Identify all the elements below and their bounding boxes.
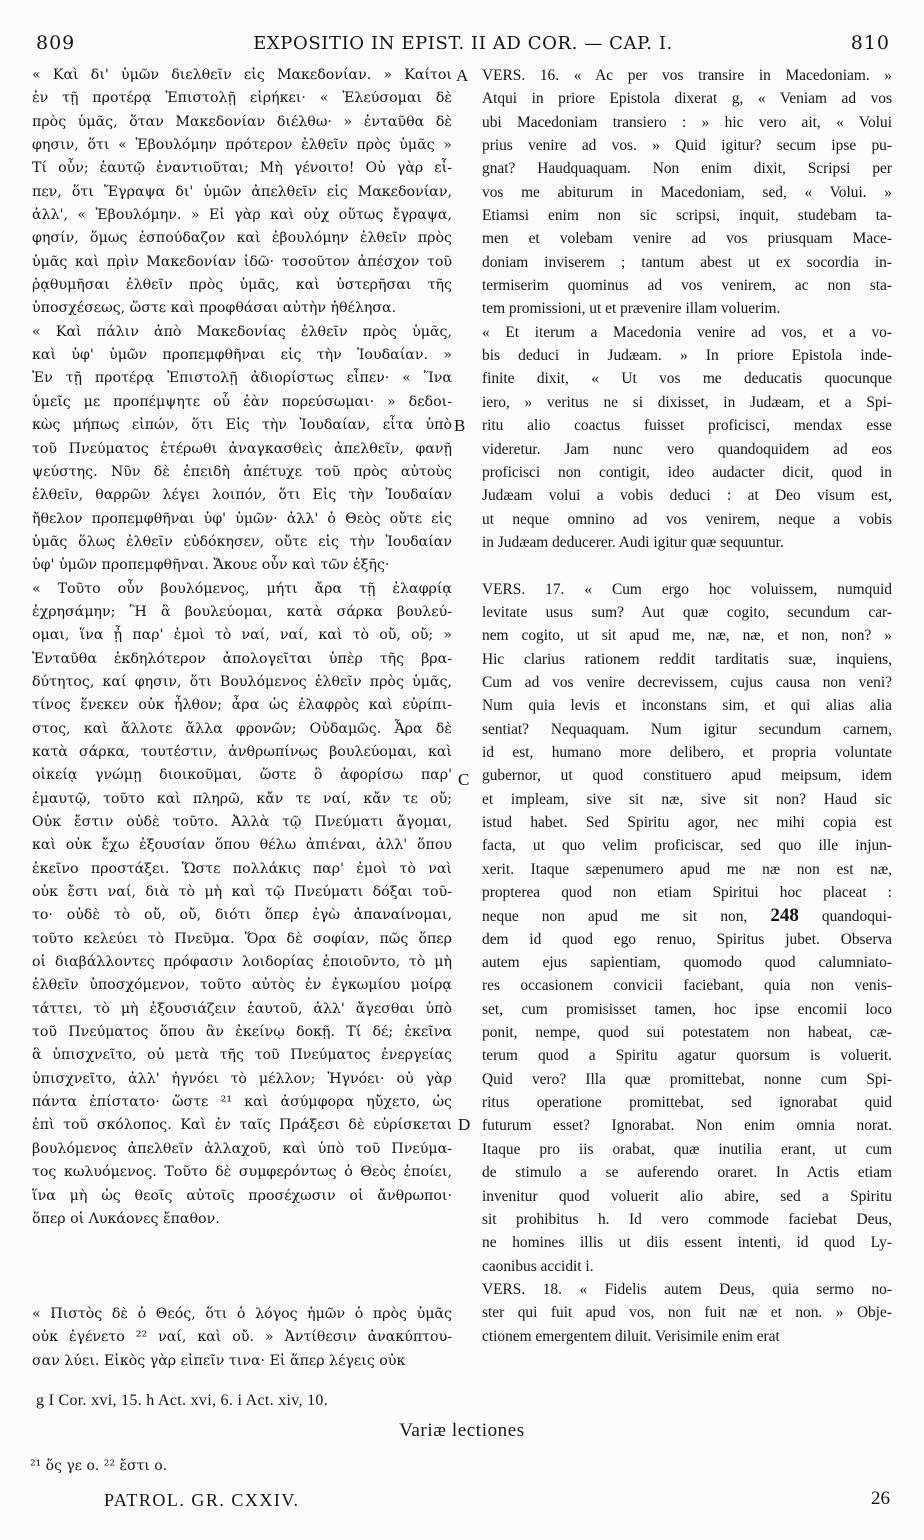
text-line: ὅπερ οἱ Λυκάονες ἔπαθον. — [32, 1210, 220, 1227]
text-line: ὑμᾶς καὶ πρὶν Μακεδονίαν ἰδῶ· τοσοῦτον ἀπέσχον τοῦ — [32, 253, 452, 270]
text-line: men et volebam venire ad vos priusquam Mace- — [482, 230, 892, 248]
text-line: τοῦ Πνεύματος ὅπου ἂν ἐκείνῳ δοκῇ. Τί δέ; ἐκεῖνα — [32, 1024, 452, 1041]
text-line: futurum esset? Ignorabat. Non enim omnia norat. — [482, 1117, 892, 1135]
text-line: propterea quod non etiam Spiritui hoc placeat : — [482, 884, 892, 902]
text-line: ubi Macedoniam transiero : » hic vero ait, « Volui — [482, 113, 892, 131]
text-line: iero, » veritus ne si dixisset, in Judæam, et a Spi- — [482, 393, 892, 411]
text-line: ponit, nempe, quod sui potestatem non habeat, cæ- — [482, 1024, 892, 1042]
text-line: Ἐν τῇ προτέρᾳ Ἐπιστολῇ ἀδιορίστως εἶπεν· « Ἵνα — [32, 370, 452, 387]
text-line: το· οὐδὲ τὸ οὔ, οὔ, διότι ὅπερ ἐγὼ ἀπαναίνομαι, — [32, 907, 452, 924]
text-line: gnat? Haudquaquam. Non enim dixit, Scripsi per — [482, 160, 892, 178]
text-line: Hic clarius rationem reddit tarditatis suæ, inquiens, — [482, 650, 892, 668]
text-line: ἐμαυτῷ, τοῦτο καὶ πληρῶ, κἄν τε ναί, κἄν τε οὔ; — [32, 790, 452, 807]
text-line: ἃ ὑπισχνεῖτο, οὐ μετὰ τῆς τοῦ Πνεύματος ἐνεργείας — [32, 1047, 452, 1064]
text-line: Οὐκ ἔστιν οὐδὲ τοῦτο. Ἀλλὰ τῷ Πνεύματι ἄγομαι, — [32, 814, 452, 830]
text-line: prius venire ad vos. » Quid igitur? secum ipse pu- — [482, 137, 892, 155]
text-line: levitate usus sum? Aut quæ cogito, secundum car- — [482, 603, 892, 621]
variae-lectiones: ²¹ ὅς γε ο. ²² ἔστι ο. — [30, 1458, 168, 1474]
text-line: ἤθελον προπεμφθῆναι ὑφ' ὑμῶν· ἀλλ' ὁ Θεὸς οὔτε εἰς — [32, 510, 452, 527]
text-line: ritu alio coactus fuisset proficisci, mendax esse — [482, 417, 892, 435]
text-line: ἐλθεῖν ὑποσχόμενον, τοῦτο αὐτὸς ἐν ἐγκωμίου μοίρᾳ — [32, 977, 452, 994]
footnotes: g I Cor. xvi, 15. h Act. xvi, 6. i Act. xiv, 10. — [36, 1392, 329, 1409]
text-line: ἐπὶ τοῦ σκόλοπος. Καὶ ἐν ταῖς Πράξεσι δὲ εὑρίσκεται — [32, 1117, 452, 1134]
text-line: σαν λύει. Εἰκὸς γὰρ εἰπεῖν τινα· Εἰ ἅπερ λέγεις οὐκ — [32, 1352, 406, 1369]
text-line: finite dixit, « Ut vos me deducatis quocunque — [482, 370, 892, 388]
text-line: τάττει, τὸ μὴ ἐξουσιάζειν ἑαυτοῦ, ἀλλ' ἄγεσθαι ὑπὸ — [32, 1000, 452, 1017]
text-line: ne homines illis ut diis essent intenti, id quod Ly- — [482, 1234, 892, 1252]
text-line: « Πιστὸς δὲ ὁ Θεός, ὅτι ὁ λόγος ἡμῶν ὁ πρὸς ὑμᾶς — [32, 1306, 452, 1322]
text-line: tem promissioni, ut et prævenire illam voluerim. — [482, 300, 781, 318]
page-number-right: 810 — [850, 32, 890, 54]
text-line: gubernor, ut quod constituero apud meipsum, idem — [482, 767, 892, 785]
variae-lectiones-heading: Variæ lectiones — [399, 1420, 525, 1441]
text-line: terum quod a Spiritu agatur quorsum is voluerit. — [482, 1047, 892, 1065]
text-line: invenitur quod voluerit alio abire, sed a Spiritu — [482, 1187, 892, 1205]
sheet-number: 26 — [871, 1488, 890, 1509]
text-line: ἐλθεῖν, θαρρῶν λέγει λοιπόν, ὅτι Εἰς τὴν Ἰουδαίαν — [32, 487, 452, 504]
text-line: ὑμεῖς με προπέμψητε οὗ ἐὰν πορεύσωμαι· » δεδοι- — [32, 393, 452, 410]
margin-marker-c: C — [458, 770, 470, 789]
text-line: ster qui fuit apud vos, non fuit næ et non. » Obje- — [482, 1304, 892, 1322]
text-line: Atqui in priore Epistola dixerat g, « Veniam ad vos — [482, 90, 892, 108]
text-line: set, cum promisisset tamen, hoc ipse encomii loco — [482, 1000, 892, 1018]
text-line: τίνος ἕνεκεν οὐκ ἦλθον; ἆρα ὡς ἐλαφρὸς καὶ εὐρίπι- — [32, 697, 452, 714]
text-line: πεν, ὅτι Ἔγραψα δι' ὑμῶν ἀπελθεῖν εἰς Μακεδονίαν, — [32, 183, 452, 200]
text-line: caonibus accidit i. — [482, 1257, 594, 1275]
text-line: « Καὶ δι' ὑμῶν διελθεῖν εἰς Μακεδονίαν. » Καίτοι — [32, 67, 452, 83]
text-line: VERS. 18. « Fidelis autem Deus, quia sermo no- — [482, 1280, 892, 1298]
text-line: ritus operatione promittebat, sed ignorabat quid — [482, 1094, 892, 1112]
text-line: ὑφ' ὑμῶν προπεμφθῆναι. Ἄκουε οὖν καὶ τῶν ἑξῆς· — [32, 557, 390, 574]
text-line: proficisci non contigit, ideo audacter dicit, quod in — [482, 463, 892, 481]
text-line: « Τοῦτο οὖν βουλόμενος, μήτι ἄρα τῇ ἐλαφρίᾳ — [32, 580, 452, 597]
greek-column-continuation — [32, 1303, 452, 1373]
text-line: de stimulo a se auferendo oraret. In Actis etiam — [482, 1164, 892, 1182]
text-line: autem ejus sapientiam, quomodo quod calumniato- — [482, 954, 892, 972]
running-title: EXPOSITIO IN EPIST. II AD COR. — CAP. I. — [253, 33, 673, 54]
text-line: ῥᾳθυμῆσαι ἐλθεῖν πρὸς ὑμᾶς, καὶ ὑστερῆσαι τῆς — [32, 277, 452, 294]
text-line: ψεύστης. Νῦν δὲ ἐπειδὴ ἀπέτυχε τοῦ πρὸς αὐτοὺς — [32, 463, 452, 480]
text-line: Etiamsi enim non sic scripsi, inquit, studebam ta- — [482, 207, 892, 225]
text-line: στος, καὶ ἄλλοτε ἄλλα φρονῶν; Οὐδαμῶς. Ἆρα δὲ — [32, 720, 452, 737]
text-line: ὑποσχέσεως, ὥστε καὶ προφθάσαι αὐτὴν ἠθέλησα. — [32, 300, 397, 317]
text-line: « Et iterum a Macedonia venire ad vos, et a vo- — [482, 323, 892, 341]
text-line: doniam inviserem ; tantum abest ut ex socordia in- — [482, 253, 892, 271]
latin-column — [482, 64, 892, 1348]
text-line: δύτητος, καί φησιν, ὅτι Βουλόμενος ἐλθεῖν πρὸς ὑμᾶς, — [32, 673, 452, 690]
text-line: κὼς μήπως εἰπών, ὅτι Εἰς τὴν Ἰουδαίαν, εἶτα ὑπὸ — [32, 417, 452, 434]
greek-column — [32, 64, 452, 1231]
text-line: Τί οὖν; ἑαυτῷ ἐναντιοῦται; Μὴ γένοιτο! Οὐ γὰρ εἶ- — [32, 160, 452, 177]
text-line: istud habet. Sed Spiritu agor, nec mihi copia est — [482, 814, 892, 831]
text-line: VERS. 16. « Ac per vos transire in Macedoniam. » — [482, 67, 892, 84]
text-line: οὐκ ἐγένετο ²² ναί, καὶ οὔ. » Ἀντίθεσιν ἀνακύπτου- — [32, 1329, 452, 1346]
page-number-left: 809 — [36, 32, 76, 54]
text-line: Judæam volui a vobis deduci : at Deo visum est, — [482, 487, 892, 505]
text-line: Itaque pro iis orabat, quæ inutilia erant, ut cum — [482, 1140, 892, 1158]
text-line: οἰκείᾳ γνώμῃ διοικοῦμαι, ὥστε ὃ ἀφορίσω παρ' — [32, 767, 452, 784]
text-line: Num quia levis et inconstans sim, et qui alias alia — [482, 697, 892, 715]
text-line: ομαι, ἵνα ᾖ παρ' ἐμοὶ τὸ ναί, ναί, καὶ τὸ οὔ, οὔ; » — [32, 627, 452, 644]
text-line: τοῦτο κελεύει τὸ Πνεῦμα. Ὅρα δὲ σοφίαν, πῶς ὅπερ — [32, 930, 452, 947]
text-line: πάντα ἐπίστατο· ὥστε ²¹ καὶ ἀσύμφορα ηὔχετο, ὡς — [32, 1094, 452, 1111]
text-line: ἐχρησάμην; Ἢ ἃ βουλεύομαι, κατὰ σάρκα βουλεύ- — [32, 603, 452, 620]
text-line: τοῦ Πνεύματος ἑτέρωθι ἀναγκασθεὶς ἀπελθεῖν, φανῇ — [32, 440, 452, 457]
text-line: οἱ διαβάλλοντες πρόφασιν λοιδορίας ἐποιοῦντο, τὸ μὴ — [32, 954, 452, 971]
text-line: φησίν, ὅμως ἐσπούδαζον καὶ ἐβουλόμην ἐλθεῖν πρὸς — [32, 230, 452, 247]
text-line: sit prohibitus h. Id vero commode faciebat Deus, — [482, 1210, 892, 1228]
text-line: id est, humano more delibero, et propria voluntate — [482, 743, 892, 761]
column-number: 248 — [770, 905, 799, 927]
text-line: καὶ ὑφ' ὑμῶν προπεμφθῆναι εἰς τὴν Ἰουδαίαν. » — [32, 347, 452, 364]
signature-mark: PATROL. GR. CXXIV. — [104, 1490, 300, 1510]
text-line: πρὸς ὑμᾶς, ὅταν Μακεδονίαν διέλθω· » ἐνταῦθα δὲ — [32, 113, 452, 130]
page-header — [36, 28, 890, 64]
text-line: nem cogito, ut sit apud me, næ, næ, et non, non? » — [482, 627, 892, 645]
text-line: res occasionem convicii faciebant, quia non venis- — [482, 977, 892, 995]
text-line: ἐκεῖνο προστάξει. Ὥστε πολλάκις παρ' ἐμοὶ τὸ ναὶ — [32, 860, 452, 877]
text-line: καὶ οὐκ ἔχω ἐξουσίαν ὅπου θέλω ἀπιέναι, ἀλλ' ὅπου — [32, 837, 452, 854]
text-line: Ἐνταῦθα ἐκδηλότερον ἀπολογεῖται ὑπὲρ τῆς βρα- — [32, 650, 452, 667]
text-line: ἀλλ', « Ἐβουλόμην. » Εἰ γὰρ καὶ οὐχ οὕτως ἔγραψα, — [32, 207, 452, 224]
text-line: sentiat? Nequaquam. Num igitur secundum carnem, — [482, 720, 892, 738]
text-line — [482, 554, 892, 577]
text-line: κατὰ σάρκα, τουτέστιν, ἀνθρωπίνως βουλεύομαι, καὶ — [32, 743, 452, 760]
text-line: dem id quod ego renuo, Spiritus jubet. Observa — [482, 930, 892, 948]
text-line: videretur. Jam nunc vero quandoquidem ad eos — [482, 440, 892, 458]
text-line: ctionem emergentem diluit. Verisimile enim erat — [482, 1327, 780, 1345]
text-line: in Judæam deducerer. Audi igitur quæ sequuntur. — [482, 533, 784, 551]
margin-marker-d: D — [458, 1115, 471, 1134]
text-line: bis deduci in Judæam. » In priore Epistola inde- — [482, 347, 892, 365]
text-line: facta, ut quo velim proficiscar, sed quo ille injun- — [482, 837, 892, 855]
margin-marker-a: A — [456, 66, 469, 85]
text-line: οὐκ ἔστι ναί, διὰ τὸ μὴ καὶ τῷ Πνεύματι δόξαι τοῦ- — [32, 884, 452, 901]
text-line: neque non apud me sit non, 248 quandoqui- — [482, 905, 892, 927]
text-line: ὑμᾶς ὅλως ἐλθεῖν εὐδόκησεν, οὔτε εἰς τὴν Ἰουδαίαν — [32, 533, 452, 550]
text-line: et impleam, sive sit næ, sive sit non? Haud sic — [482, 790, 892, 808]
text-line: termiserim quominus ad vos venirem, ac non sta- — [482, 277, 892, 295]
text-line: ἵνα μὴ ὡς θεοῖς αὐτοῖς προσέχωσιν οἱ ἄνθρωποι· — [32, 1187, 452, 1204]
text-line: Quid vero? Illa quæ promittebat, nonne cum Spi- — [482, 1070, 892, 1088]
text-line: ἐν τῇ προτέρᾳ Ἐπιστολῇ εἰρήκει· « Ἐλεύσομαι δὲ — [32, 90, 452, 107]
text-line: xerit. Itaque sæpenumero apud me næ non est næ, — [482, 860, 892, 878]
text-line: τος κωλυόμενος. Τοῦτο δὲ συμφερόντως ὁ Θεὸς ἐποίει, — [32, 1164, 452, 1181]
text-line: VERS. 17. « Cum ergo hoc voluissem, numquid — [482, 580, 892, 598]
text-line: βουλόμενος ἀπελθεῖν ἀλλαχοῦ, καὶ ὑπὸ τοῦ Πνεύμα- — [32, 1140, 452, 1157]
text-line: Cum ad vos venire decrevissem, cujus causa non veni? — [482, 673, 892, 691]
text-line: vos me abiturum in Macedoniam, sed, « Volui. » — [482, 183, 892, 201]
text-line: ὑπισχνεῖτο, ἀλλ' ἠγνόει τὸ μέλλον; Ἠγνόει· οὐ γὰρ — [32, 1070, 452, 1087]
text-line: « Καὶ πάλιν ἀπὸ Μακεδονίας ἐλθεῖν πρὸς ὑμᾶς, — [32, 323, 452, 340]
text-line: φησιν, ὅτι « Ἐβουλόμην πρότερον ἐλθεῖν πρὸς ὑμᾶς » — [32, 137, 452, 154]
margin-marker-b: B — [454, 416, 466, 435]
text-line: ut neque omnino ad vos venirem, neque a vobis — [482, 510, 892, 528]
